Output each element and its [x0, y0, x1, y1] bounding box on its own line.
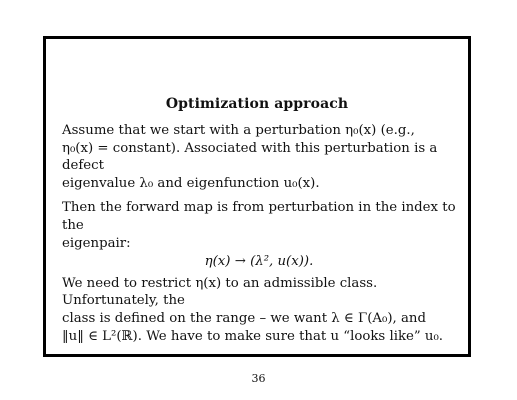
forward-map-equation: η(x) → (λ², u(x)). — [204, 254, 314, 270]
paragraph-line: eigenpair: — [62, 235, 131, 251]
slide-body — [62, 122, 456, 352]
paragraph-line: class is defined on the range – we want λ ∈ Γ(A₀), and — [62, 310, 426, 326]
paragraph-line: ‖u‖ ∈ L²(ℝ). We have to make sure that u “looks like” u₀. — [62, 328, 444, 344]
paragraph-line: Assume that we start with a perturbation η₀(x) (e.g., — [62, 123, 415, 138]
slide-frame — [43, 36, 471, 357]
paragraph-line: Then the forward map is from perturbation in the index to the — [62, 200, 456, 233]
paragraph-line: We need to restrict η(x) to an admissible class. Unfortunately, the — [62, 275, 378, 309]
slide-title: Optimization approach — [165, 96, 349, 112]
paragraph-perturbation — [62, 122, 456, 192]
page-number: 36 — [251, 372, 266, 385]
paragraph-forward-map — [62, 199, 456, 252]
paragraph-line: η₀(x) = constant). Associated with this perturbation is a defect — [62, 140, 438, 174]
paragraph-admissible-class — [62, 275, 456, 345]
paragraph-line: eigenvalue λ₀ and eigenfunction u₀(x). — [62, 175, 320, 191]
